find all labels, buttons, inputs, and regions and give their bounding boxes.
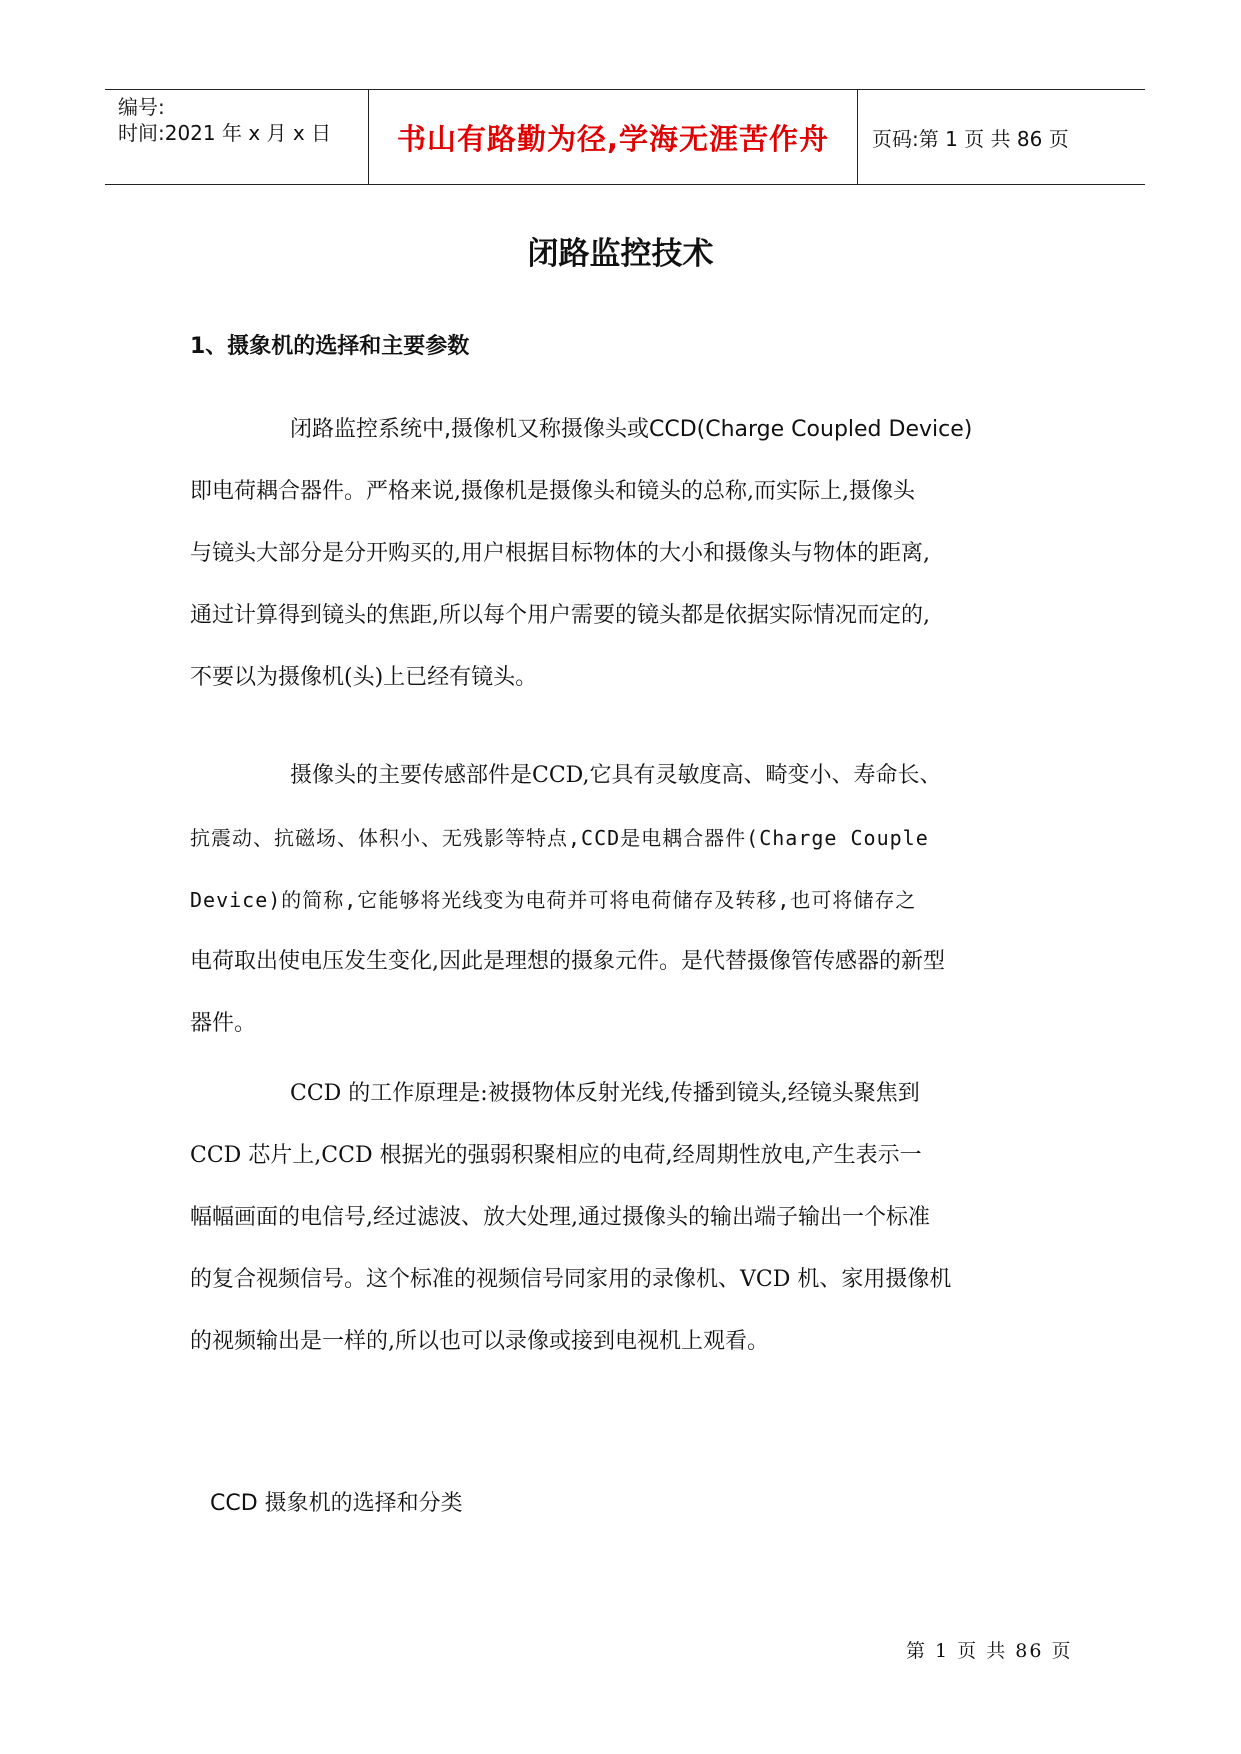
section-heading: 1、摄象机的选择和主要参数: [190, 334, 470, 359]
paragraph-line: 器件。: [190, 1011, 257, 1036]
paragraph-line: CCD 的工作原理是:被摄物体反射光线,传播到镜头,经镜头聚焦到: [290, 1081, 920, 1106]
paragraph-2: [190, 745, 1070, 1055]
paragraph-line: 与镜头大部分是分开购买的,用户根据目标物体的大小和摄像头与物体的距离,: [190, 541, 930, 566]
paragraph-line: 抗震动、抗磁场、体积小、无残影等特点,CCD是电耦合器件(Charge Couple: [190, 826, 929, 850]
header-table: [105, 89, 1145, 185]
paragraph-line: 的视频输出是一样的,所以也可以录像或接到电视机上观看。: [190, 1329, 769, 1354]
paragraph-line: 的复合视频信号。这个标准的视频信号同家用的录像机、VCD 机、家用摄像机: [190, 1267, 952, 1292]
header-left-cell: [105, 90, 369, 184]
paragraph-1: [190, 399, 1070, 709]
motto-text: 书山有路勤为径,学海无涯苦作舟: [396, 121, 830, 156]
number-label: 编号:: [118, 95, 165, 119]
paragraph-line: 摄像头的主要传感部件是CCD,它具有灵敏度高、畸变小、寿命长、: [290, 763, 942, 788]
header-right-cell: [858, 90, 1145, 184]
paragraph-line: 幅幅画面的电信号,经过滤波、放大处理,通过摄像头的输出端子输出一个标准: [190, 1205, 930, 1230]
paragraph-line: CCD 芯片上,CCD 根据光的强弱积聚相应的电荷,经周期性放电,产生表示一: [190, 1143, 922, 1168]
paragraph-line: Device)的简称,它能够将光线变为电荷并可将电荷储存及转移,也可将储存之: [190, 888, 917, 912]
paragraph-line: 不要以为摄像机(头)上已经有镜头。: [190, 665, 538, 690]
sub-heading: CCD 摄象机的选择和分类: [210, 1491, 463, 1516]
page-code: 页码:第 1 页 共 86 页: [872, 126, 1069, 151]
paragraph-line: 电荷取出使电压发生变化,因此是理想的摄象元件。是代替摄像管传感器的新型: [190, 949, 945, 974]
document-title: 闭路监控技术: [527, 236, 714, 272]
time-label: 时间:2021 年 x 月 x 日: [118, 121, 332, 145]
paragraph-3: [190, 1063, 1070, 1373]
page-footer: 第 1 页 共 86 页: [906, 1640, 1073, 1662]
header-middle-cell: [369, 90, 858, 184]
paragraph-line: 通过计算得到镜头的焦距,所以每个用户需要的镜头都是依据实际情况而定的,: [190, 603, 930, 628]
paragraph-line: 闭路监控系统中,摄像机又称摄像头或CCD(Charge Coupled Device): [290, 417, 973, 442]
paragraph-line: 即电荷耦合器件。严格来说,摄像机是摄像头和镜头的总称,而实际上,摄像头: [190, 479, 915, 504]
